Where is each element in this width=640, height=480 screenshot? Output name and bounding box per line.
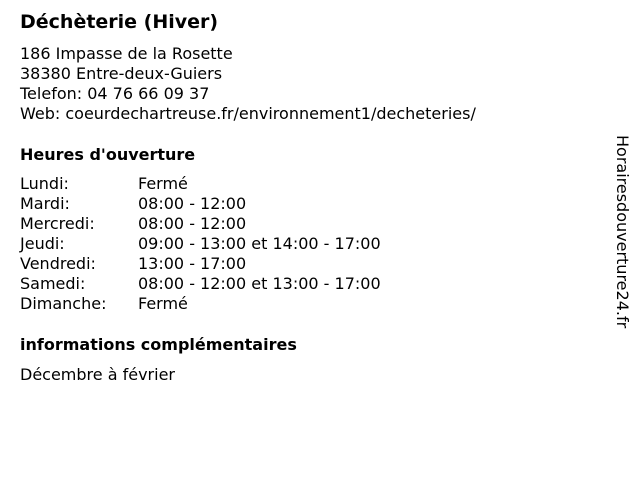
address-city: 38380 Entre-deux-Guiers [20, 64, 223, 83]
address-street: 186 Impasse de la Rosette [20, 44, 233, 63]
opening-time: Fermé [138, 294, 188, 313]
hours-heading: Heures d'ouverture [20, 145, 196, 164]
day-label: Jeudi: [20, 234, 65, 253]
day-label: Vendredi: [20, 254, 96, 273]
day-label: Lundi: [20, 174, 69, 193]
opening-time: 08:00 - 12:00 [138, 214, 247, 233]
opening-time: 08:00 - 12:00 et 13:00 - 17:00 [138, 274, 381, 293]
site-watermark: Horairesdouverture24.fr [613, 135, 632, 329]
opening-time: 08:00 - 12:00 [138, 194, 247, 213]
day-label: Dimanche: [20, 294, 107, 313]
opening-time: Fermé [138, 174, 188, 193]
day-label: Samedi: [20, 274, 86, 293]
day-label: Mardi: [20, 194, 70, 213]
opening-time: 09:00 - 13:00 et 14:00 - 17:00 [138, 234, 381, 253]
phone-number: Telefon: 04 76 66 09 37 [20, 84, 210, 103]
day-label: Mercredi: [20, 214, 95, 233]
info-heading: informations complémentaires [20, 335, 297, 354]
opening-time: 13:00 - 17:00 [138, 254, 247, 273]
address-block [20, 44, 476, 124]
website-link: Web: coeurdechartreuse.fr/environnement1/decheteries/ [20, 104, 476, 123]
page-title: Déchèterie (Hiver) [20, 11, 219, 33]
info-text: Décembre à février [20, 365, 175, 384]
